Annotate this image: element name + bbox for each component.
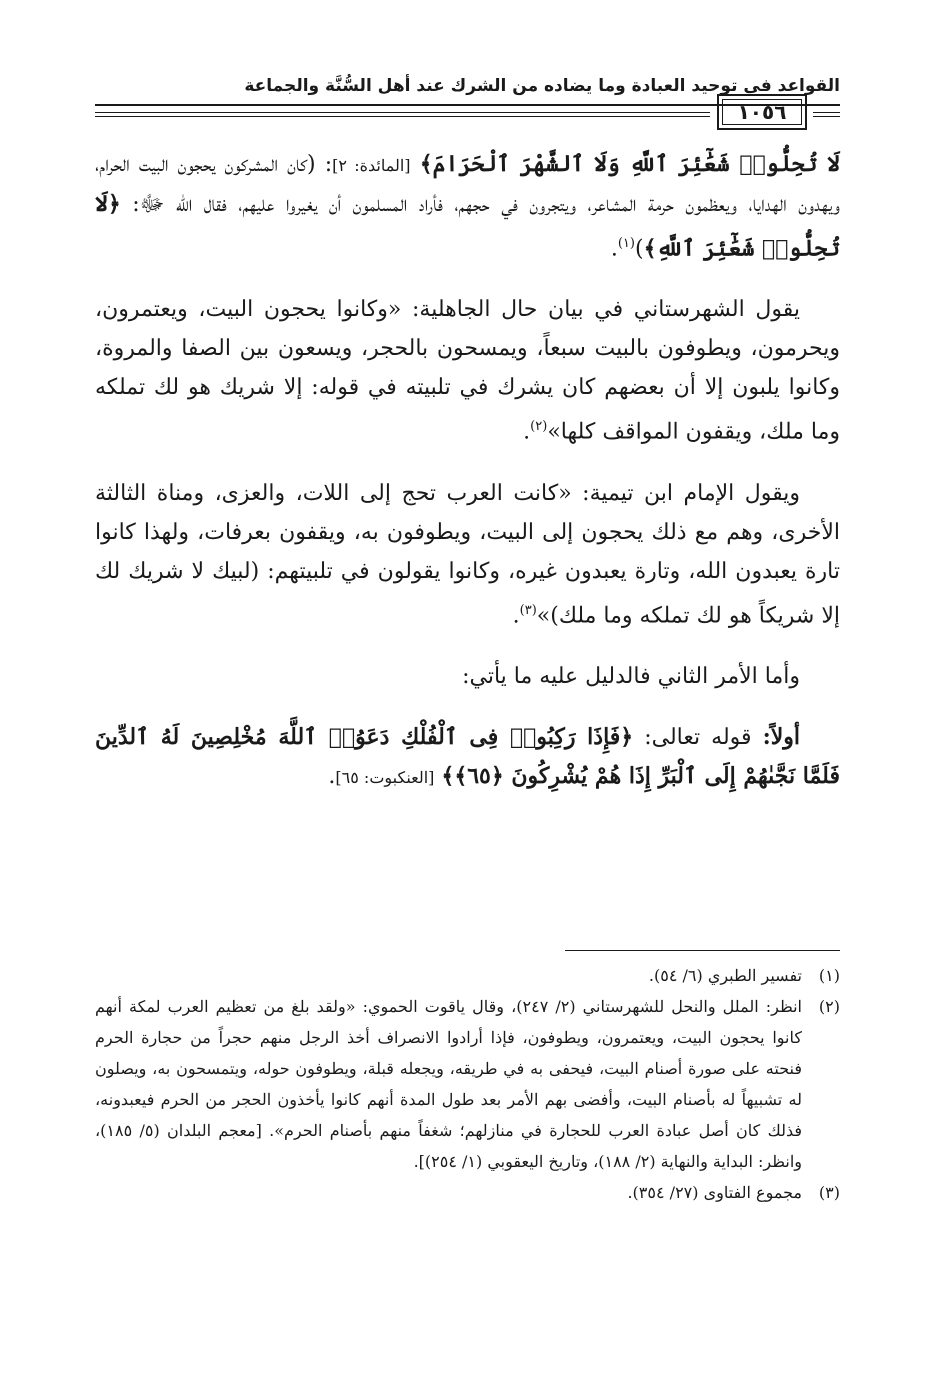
footnote-text: انظر: الملل والنحل للشهرستاني (٢/ ٢٤٧)، وقال ياقوت الحموي: «ولقد بلغ من تعظيم العرب لمكة أنهم كانوا يحجون البيت، ويعتمرون، ويطوفون، فإذا أرادوا الانصراف أخذ الرجل منهم حجراً من حجارة الحرم فنحته على صورة أصنام البيت، فيحفى به في طريقه، ويجعله قبلة، ويطوفون حوله، ويتمسحون به، ويصلون له تشبيهاً له بأصنام البيت، وأفضى بهم الأمر بعد طول المدة أنهم كانوا يأخذون الحجر من الحرم فيعبدونه، فذلك كان أصل عبادة العرب للحجارة في منازلهم؛ شغفاً منهم بأصنام الحرم». [معجم البلدان (٥/ ١٨٥)، وانظر: البداية والنهاية (٢/ ١٨٨)، وتاريخ اليعقوبي (١/ ٢٥٤)]. [95, 997, 802, 1171]
quran-verse: ﴿لَا تُحِلُّوا۟ شَعَٰٓئِرَ ٱللَّهِ﴾ [95, 191, 840, 262]
footnote-3 [95, 1177, 840, 1208]
paragraph-text: وأما الأمر الثاني فالدليل عليه ما يأتي: [462, 663, 800, 689]
header-rule-left-2 [95, 116, 710, 117]
footnote-ref: (١) [617, 236, 635, 251]
page-number: ١٠٥٦ [717, 94, 807, 130]
paragraph-text: يقول الشهرستاني في بيان حال الجاهلية: «وكانوا يحجون البيت، ويعتمرون، ويحرمون، ويطوفون بالبيت سبعاً، ويمسحون بالحجر، ويسعون بين الصفا والمروة، وكانوا يلبون إلا أن بعضهم كان يشرك في تلبيته في قوله: إلا شريك هو لك تملكه وما ملك، ويقفون المواقف كلها» [95, 297, 840, 445]
quran-verse: لَا تُحِلُّوا۟ شَعَٰٓئِرَ ٱللَّهِ وَلَا ٱلشَّهْرَ ٱلْحَرَامَ﴾ [419, 151, 841, 177]
footnote-text: مجموع الفتاوى (٢٧/ ٣٥٤). [627, 1183, 802, 1202]
paragraph-text: ويقول الإمام ابن تيمية: «كانت العرب تحج إلى اللات، والعزى، ومناة الثالثة الأخرى، وهم مع ذلك يحجون إلى البيت، ويطوفون به، ويقفون بعرفات، ولهذا كانوا تارة يعبدون الله، وتارة يعبدون غيره، وكانوا يقولون في تلبيتهم: (لبيك لا شريك لك إلا شريكاً هو لك تملكه وما ملك)» [95, 480, 840, 628]
paragraph-text: قوله تعالى: [633, 724, 763, 750]
paragraph-3 [95, 474, 840, 635]
running-title: القواعد في توحيد العبادة وما يضاده من الشرك عند أهل السُّنَّة والجماعة [244, 76, 840, 96]
footnote-1 [95, 960, 840, 991]
footnote-separator [565, 950, 840, 951]
period: . [523, 419, 531, 445]
footnote-text: تفسير الطبري (٦/ ٥٤). [648, 966, 802, 985]
footnote-number: (١) [818, 966, 840, 985]
paragraph-5 [95, 718, 840, 797]
header-rule-left [95, 112, 710, 113]
verse-citation: [المائدة: ٢] [332, 156, 411, 175]
footnotes [95, 960, 840, 1208]
item-label: أولاً: [762, 723, 800, 750]
header-rule-right-2 [813, 116, 840, 117]
period: . [512, 602, 520, 628]
page-header [95, 76, 840, 136]
paragraph-text: : (كان المشركون يحجون البيت الحرام، ويهدون الهدايا، ويعظمون حرمة المشاعر، ويتجرون في حجهم، فأراد المسلمون أن يغيروا عليهم، فقال الله ﷻ: [95, 152, 840, 217]
verse-citation: [العنكبوت: ٦٥] [335, 767, 435, 787]
paragraph-2 [95, 290, 840, 451]
closing-paren: ) [634, 236, 644, 262]
footnote-number: (٢) [818, 997, 840, 1016]
period: . [328, 763, 336, 789]
paragraph-4 [95, 657, 840, 696]
quran-verse: ﴿فَإِذَا رَكِبُوا۟ فِى ٱلْفُلْكِ دَعَوُا۟ ٱللَّهَ مُخْلِصِينَ لَهُ ٱلدِّينَ فَلَمَّا نَجَّىٰهُمْ إِلَى ٱلْبَرِّ إِذَا هُمْ يُشْرِكُونَ ﴿٦٥﴾﴾ [95, 723, 840, 789]
footnote-ref: (٢) [530, 419, 548, 435]
footnote-2 [95, 991, 840, 1177]
header-rule-right [813, 112, 840, 113]
period: . [610, 236, 618, 262]
paragraph-1 [95, 145, 840, 268]
main-text [95, 145, 840, 819]
footnote-number: (٣) [818, 1183, 840, 1202]
footnote-ref: (٣) [519, 602, 537, 618]
